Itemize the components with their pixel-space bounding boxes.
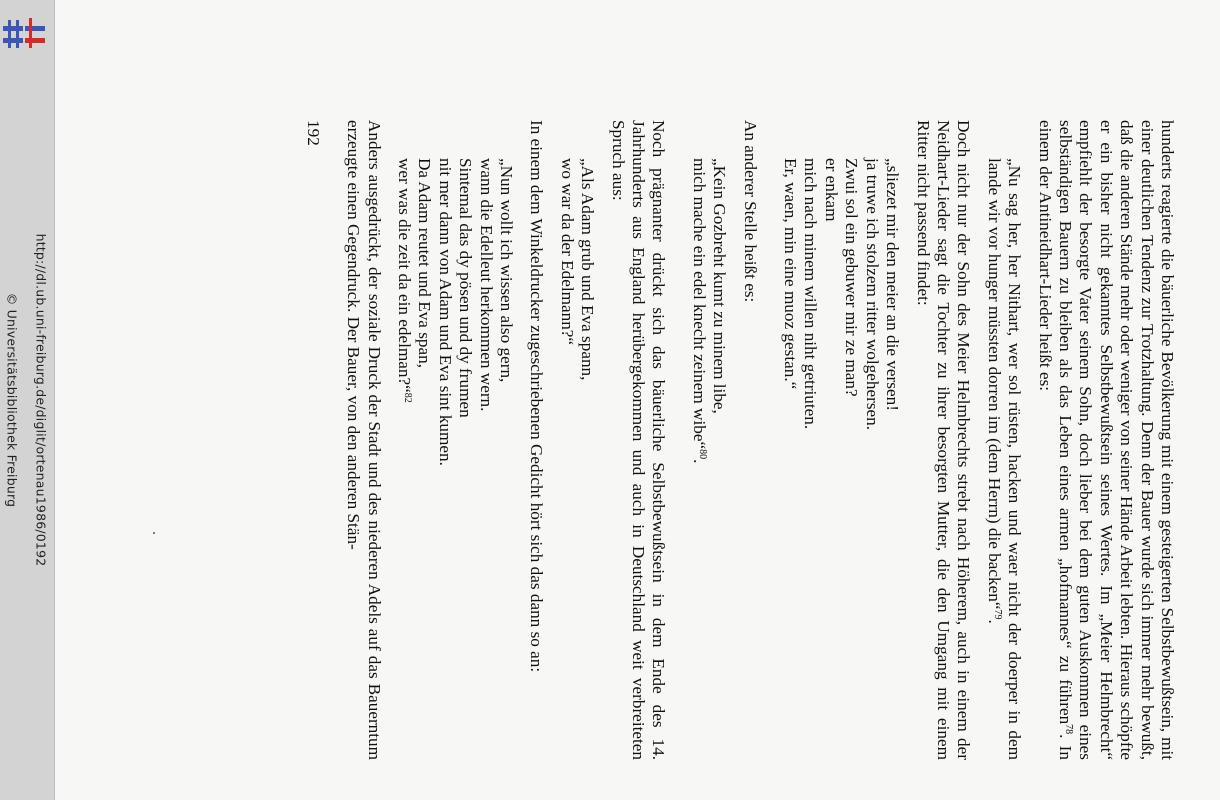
- paragraph-4: Noch prägnanter drückt sich das bäuerliche Selbstbewußtsein in dem Ende des 14. Jahrhunderts aus England herübergekommen und auch in Deutschland weit verbreiteten Spruch aus:: [608, 120, 669, 760]
- paragraph-2: Doch nicht nur der Sohn des Meier Helmbrechts strebt nach Höherem, auch in einem der Neidhart-Lieder sagt die Tochter zu ihrer besorgten Mutter, die den Umgang mit einem Ritter nicht passend findet:: [913, 120, 974, 760]
- copyright-notice: © Universitätsbibliothek Freiburg: [4, 292, 20, 508]
- page-number: 192: [303, 120, 323, 146]
- verse-line: „Kein Gozbreht kumt zu minem libe,: [710, 158, 730, 414]
- verse-line: „Als Adam grub und Eva spann,: [578, 158, 598, 381]
- verse-line: ja truwe ich stolzem ritter wolgehersen.: [862, 158, 882, 431]
- footnote-ref: 80: [696, 449, 708, 460]
- verse-line: Er, waen, min eine muoz gestan.“: [781, 158, 801, 390]
- scan-speck: [153, 532, 155, 534]
- verse-line: wann die Edelleut herkommen wern.: [476, 158, 496, 412]
- verse-line: Da Adam reutet und Eva span,: [415, 158, 435, 369]
- verse-3: [556, 120, 597, 760]
- verse-2: [688, 120, 729, 760]
- verse-line: wo war da der Edelmann?“: [557, 158, 577, 346]
- verse-line: er enkam: [821, 158, 841, 222]
- quote-1: „Nu sag her, her Nithart, wer sol rüsten, hacken und waer nicht der doerper in dem lande wir vor hunger müssten dorren im (dem Herrn) die backen“$^{79}$.: [984, 158, 1025, 760]
- page-content: [177, 120, 1177, 760]
- verse-line: Sintemal das dy pösen und dy frumen: [456, 158, 476, 418]
- paragraph-3: An anderer Stelle heißt es:: [740, 120, 760, 303]
- verse-line: mich mache ein edel knecht zeinem wibe“$^{80}$.: [689, 158, 709, 464]
- paragraph-5: In einem dem Winkeldrucker zugeschriebenen Gedicht hört sich das dann so an:: [527, 120, 547, 673]
- verse-line: nit mer dann von Adam und Eva sint kumen.: [435, 158, 455, 466]
- verse-4: [394, 120, 516, 760]
- sidebar: [0, 0, 54, 800]
- source-url[interactable]: http://dl.ub.uni-freiburg.de/diglit/ortenau1986/0192: [33, 233, 49, 567]
- verse-line: Zwui sol ein gebuwer mir ze man?: [842, 158, 862, 397]
- footnote-ref: 82: [402, 392, 413, 403]
- paragraph-1: hunderts reagierte die bäuerliche Bevölkerung mit einem gesteigerten Selbstbewußtsein, mit einer deutlichen Tendenz zur Trotzhaltung. Denn der Bauer wurde sich immer mehr bewußt, daß die anderen Stände mehr oder weniger von seiner Hände Arbeit lebten. Hieraus schöpfte er ein bisher nicht gekanntes Selbstbewußtsein seines Wertes. Im „Meier Helmbrecht“ empfiehlt der besorgte Vater seinem Sohn, doch lieber bei dem guten Auskommen eines selbständigen Bauern zu bleiben als das Leben eines armen „hofmannes“ zu führen$^{78}$. In einem der Antineidhart-Lieder heißt es:: [1035, 120, 1177, 760]
- verse-line: „sliezet mir den meier an die versen!: [883, 158, 903, 411]
- paragraph-6: Anders ausgedrückt, der soziale Druck der Stadt und des niederen Adels auf das Bauerntum erzeugte einen Gegendruck. Der Bauer, von den anderen Stän-: [344, 120, 384, 760]
- verse-line: „Nun wollt ich wissen also gern,: [497, 158, 517, 383]
- verse-1: [780, 120, 902, 760]
- verse-line: wer was die zeit da ein edelman?“$^{82}$: [395, 158, 414, 403]
- footnote-ref: 79: [991, 609, 1003, 620]
- footnote-ref: 78: [1062, 724, 1074, 735]
- scanned-page: [54, 0, 1220, 800]
- ub-freiburg-logo-icon[interactable]: [3, 16, 45, 52]
- verse-line: mich nach minem willen niht getriuten.: [801, 158, 821, 430]
